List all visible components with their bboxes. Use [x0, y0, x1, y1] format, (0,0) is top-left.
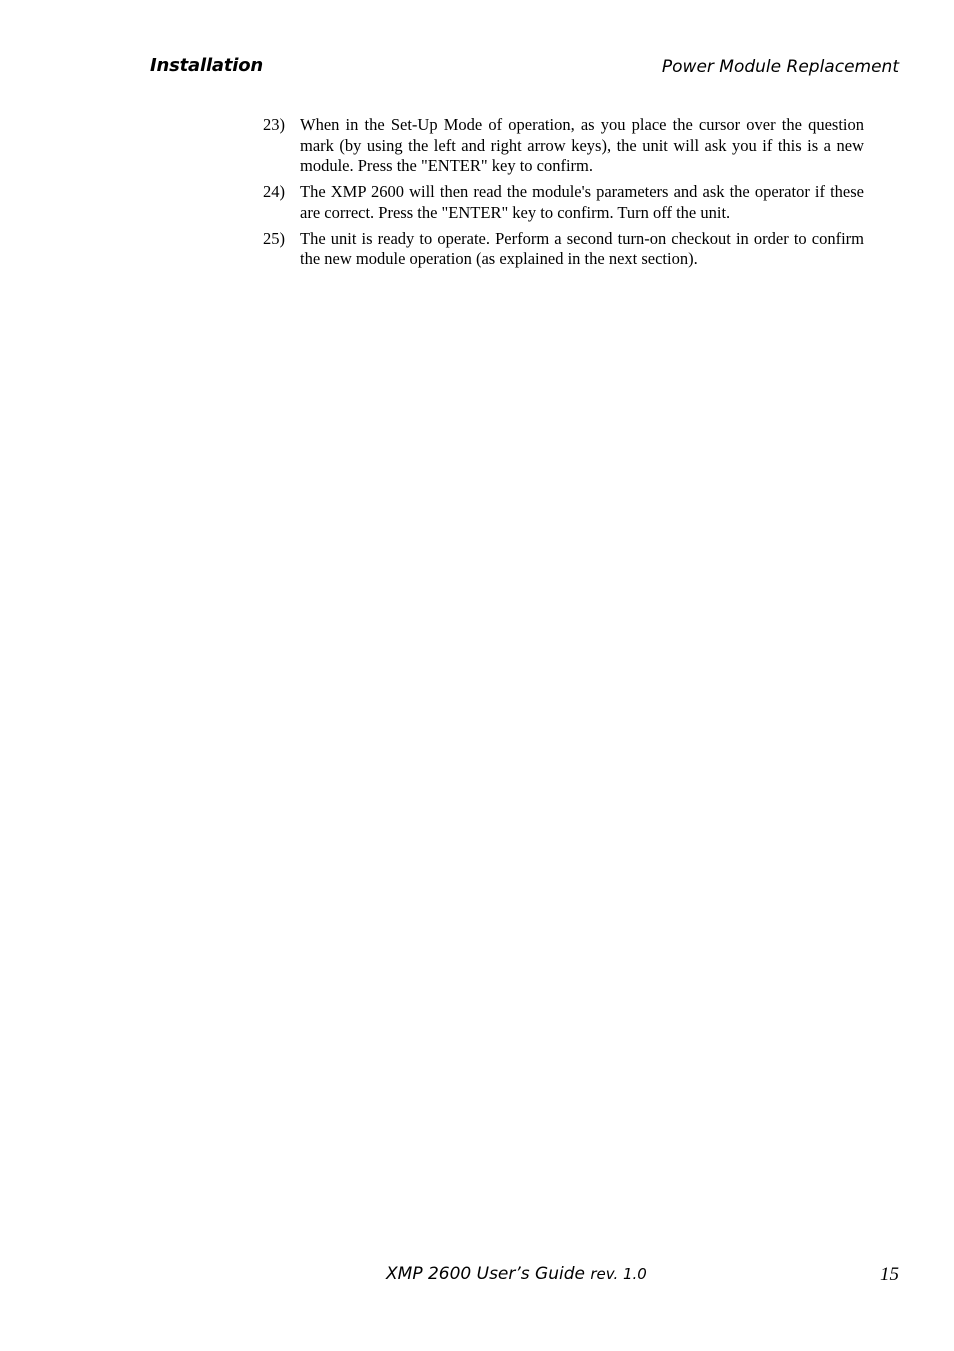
- footer-revision: rev. 1.0: [590, 1265, 647, 1283]
- page-number: 15: [880, 1264, 899, 1285]
- footer-title-text: XMP 2600 User’s Guide: [386, 1264, 585, 1284]
- step-number: 25): [263, 228, 285, 248]
- list-item: [263, 229, 864, 270]
- step-text: When in the Set-Up Mode of operation, as you place the cursor over the question mark (by using the left and right arrow keys), the unit will ask you if this is a new module. Press the "ENTER" key to confirm.: [300, 115, 864, 175]
- procedure-steps: [263, 115, 864, 275]
- running-header-section: Installation: [150, 55, 264, 76]
- step-number: 24): [263, 182, 285, 201]
- step-text: The XMP 2600 will then read the module's parameters and ask the operator if these are correct. Press the "ENTER" key to confirm. Turn off the unit.: [300, 182, 864, 222]
- running-header-topic: Power Module Replacement: [661, 57, 899, 77]
- list-item: [263, 115, 864, 177]
- step-text: The unit is ready to operate. Perform a second turn-on checkout in order to confirm the new module operation (as explained in the next section).: [300, 228, 864, 268]
- list-item: [263, 182, 864, 223]
- footer-document-title: [386, 1264, 647, 1284]
- step-number: 23): [263, 115, 285, 134]
